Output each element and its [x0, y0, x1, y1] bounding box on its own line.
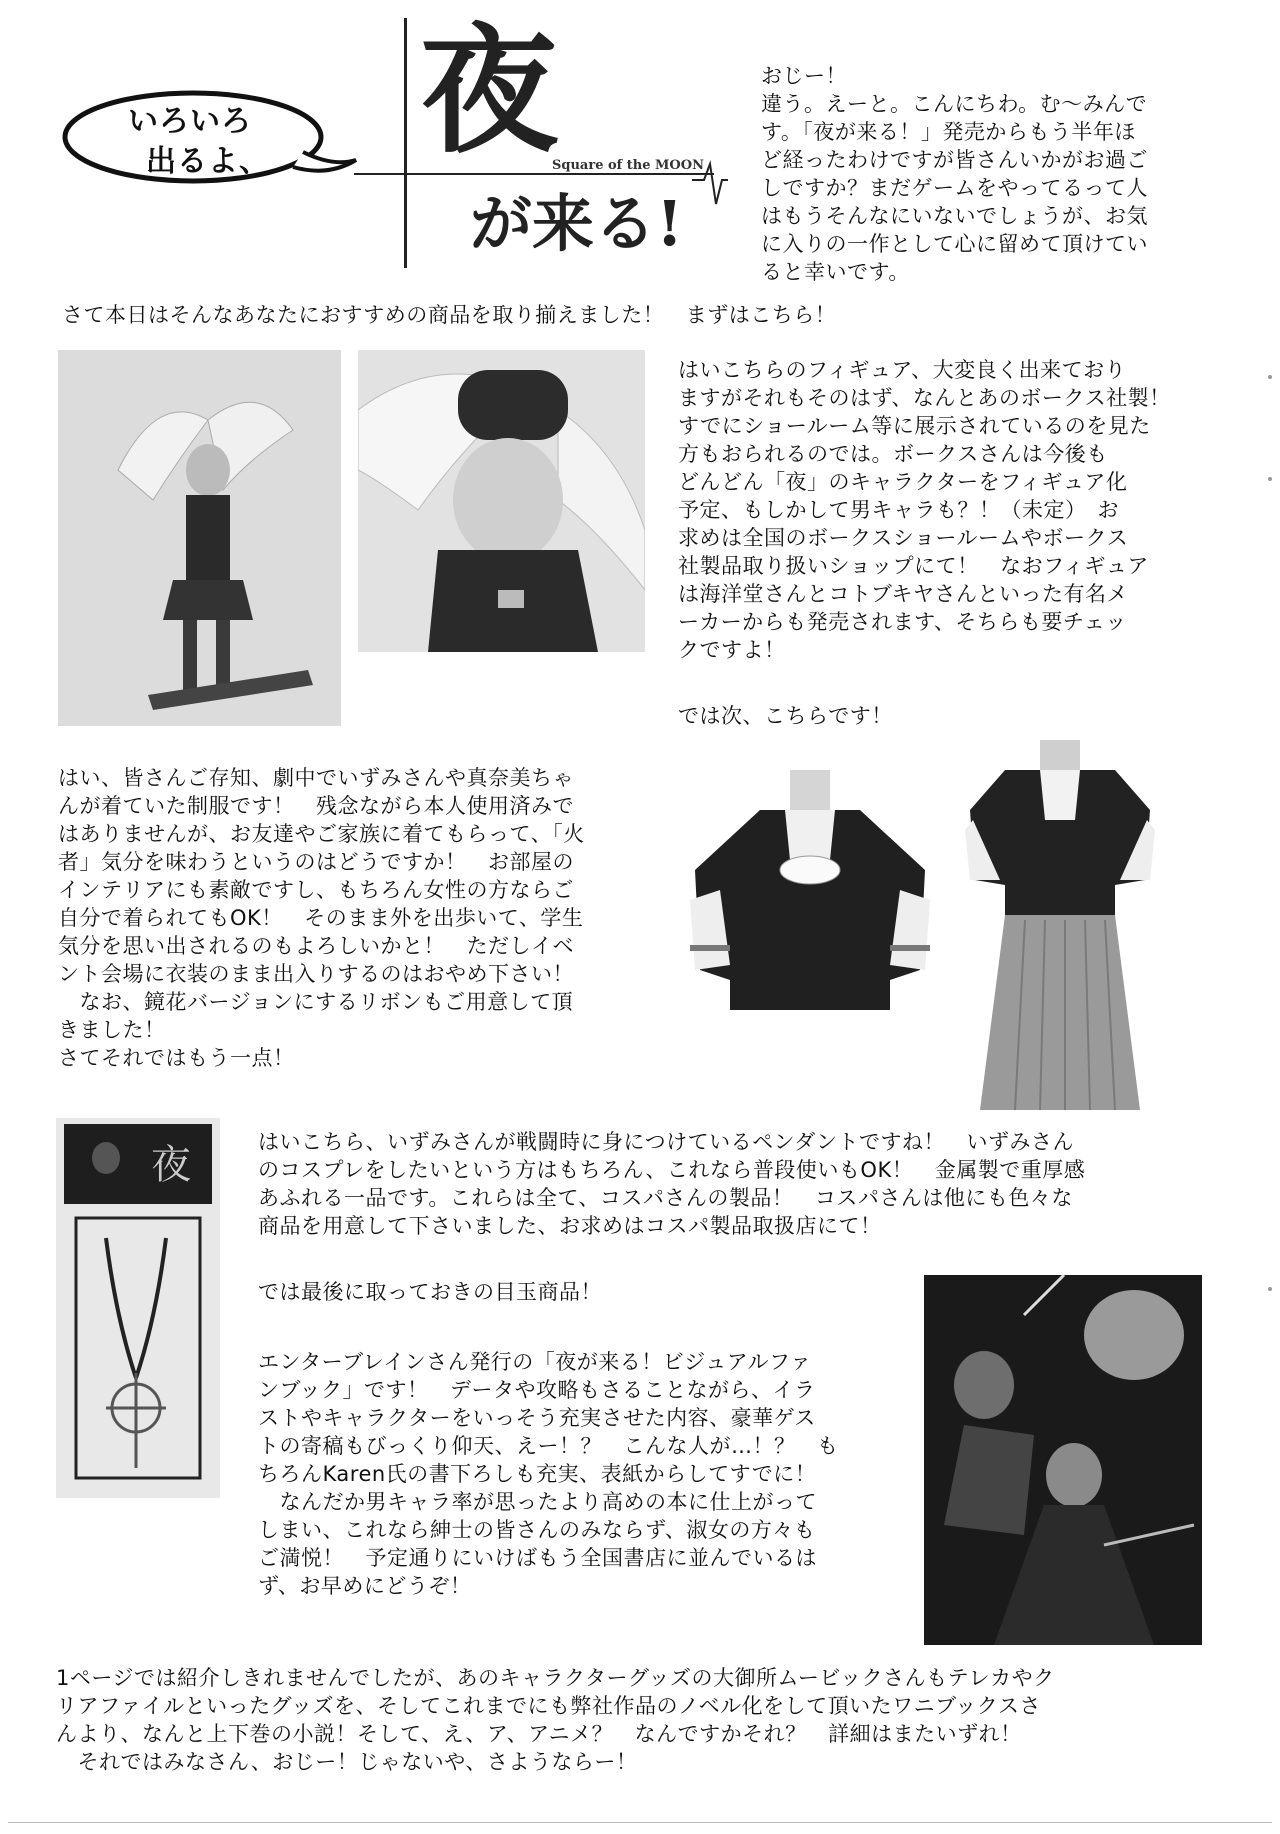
- figure-photo-closeup: [358, 350, 645, 652]
- logo-horizontal-rule: [354, 173, 714, 175]
- book-line: ンブック」です！ データや攻略もさることながら、イラ: [258, 1378, 816, 1402]
- uniform-line: 自分で着られてもOK！ そのまま外を出歩いて、学生: [58, 906, 584, 930]
- next-item-text: では次、こちらです！: [678, 704, 893, 728]
- uniform-line: んが着ていた制服です！ 残念ながら本人使用済みで: [58, 794, 574, 818]
- lead-text: さて本日はそんなあなたにおすすめの商品を取り揃えました！ まずはこちら！: [62, 303, 837, 327]
- uniform-line: なお、鏡花バージョンにするリボンもご用意して頂: [58, 990, 574, 1014]
- closing-text: [56, 1664, 1055, 1776]
- intro-line: す。「夜が来る！」発売からもう半年ほ: [761, 120, 1136, 144]
- pendant-description: [258, 1128, 1085, 1240]
- uniform-line: はい、皆さんご存知、劇中でいずみさんや真奈美ちゃ: [58, 766, 574, 790]
- intro-line: おじー！: [761, 64, 847, 88]
- logo-pulse-mark: [690, 160, 730, 220]
- uniform-line: 者」気分を味わうというのはどうですか！ お部屋の: [58, 850, 574, 874]
- book-line: ちろんKaren氏の書下ろしも充実、表紙からしてすでに！: [258, 1462, 817, 1486]
- book-line: しまい、これなら紳士の皆さんのみならず、淑女の方々も: [258, 1518, 816, 1542]
- closing-line: んより、なんと上下巻の小説！そして、え、ア、アニメ？ なんですかそれ？ 詳細はまたいずれ！: [56, 1722, 1022, 1746]
- intro-line: に入りの一作として心に留めて頂けてい: [761, 232, 1148, 256]
- uniform-line: ント会場に衣装のまま出入りするのはおやめ下さい！: [58, 962, 574, 986]
- closing-line: 1ページでは紹介しきれませんでしたが、あのキャラクターグッズの大御所ムービックさんもテレカやク: [56, 1666, 1055, 1690]
- logo-title-kanji: 夜: [420, 9, 559, 172]
- logo-subtitle: Square of the MOON: [552, 158, 704, 173]
- figure-line: はいこちらのフィギュア、大変良く出来ており: [678, 358, 1127, 382]
- intro-line: ど経ったわけですが皆さんいかがお過ご: [761, 148, 1148, 172]
- last-item-text: では最後に取っておきの目玉商品！: [258, 1280, 602, 1304]
- figure-line: すでにショールーム等に展示されているのを見た: [678, 414, 1151, 438]
- pendant-line: 商品を用意して下さいました、お求めはコスパ製品取扱店にて！: [258, 1214, 882, 1238]
- closing-line: それではみなさん、おじー！じゃないや、さようならー！: [56, 1750, 638, 1774]
- figure-line: ーカーからも発売されます、そちらも要チェッ: [678, 610, 1127, 634]
- intro-text: [761, 62, 1148, 286]
- intro-line: しですか？まだゲームをやってるって人: [761, 176, 1148, 200]
- page-bottom-rule: [8, 1822, 1272, 1823]
- svg-text:夜: 夜: [151, 1142, 191, 1188]
- figure-line: 社製品取り扱いショップにて！ なおフィギュア: [678, 554, 1149, 578]
- scan-mark: [1268, 1287, 1272, 1291]
- uniform-line: はありませんが、お友達やご家族に着てもらって、「火: [58, 822, 585, 846]
- scan-mark: [1268, 375, 1272, 379]
- uniform-photo-dress: [965, 740, 1155, 1110]
- intro-line: ると幸いです。: [761, 260, 910, 284]
- figure-line: 予定、もしかして男キャラも？！（未定） お: [678, 498, 1119, 522]
- scan-mark: [1268, 477, 1272, 481]
- uniform-description: [58, 764, 585, 1072]
- figure-line: ますがそれもそのはず、なんとあのボークス社製！: [678, 386, 1171, 410]
- intro-line: はもうそんなにいないでしょうが、お気: [761, 204, 1148, 228]
- pendant-line: はいこちら、いずみさんが戦闘時に身につけているペンダントですね！ いずみさん: [258, 1130, 1074, 1154]
- logo-title-kana: が来る!: [470, 187, 684, 260]
- uniform-line: きました！: [58, 1018, 166, 1042]
- book-line: ず、お早めにどうぞ！: [258, 1574, 472, 1598]
- uniform-photo-jacket: [690, 770, 930, 1040]
- book-line: なんだか男キャラ率が思ったより高めの本に仕上がって: [258, 1490, 817, 1514]
- fanbook-cover-photo: [924, 1275, 1202, 1645]
- pendant-line: のコスプレをしたいという方はもちろん、これなら普段使いもOK！ 金属製で重厚感: [258, 1158, 1086, 1182]
- figure-line: クですよ！: [678, 638, 786, 662]
- pendant-photo: [56, 1118, 220, 1498]
- figure-line: どんどん「夜」のキャラクターをフィギュア化: [678, 470, 1128, 494]
- figure-description: [678, 356, 1171, 664]
- book-description: [258, 1348, 839, 1600]
- uniform-line: インテリアにも素敵ですし、もちろん女性の方ならご: [58, 878, 574, 902]
- bubble-text-line1: いろいろ: [128, 104, 252, 139]
- logo-vertical-rule: [404, 18, 407, 268]
- closing-line: リアファイルといったグッズを、そしてこれまでにも弊社作品のノベル化をして頂いたワニブックスさ: [56, 1694, 1042, 1718]
- figure-line: 方もおられるのでは。ボークスさんは今後も: [678, 442, 1108, 466]
- bubble-text-line2: 出るよ、: [146, 144, 270, 179]
- uniform-line: 気分を思い出されるのもよろしいかと！ ただしイベ: [58, 934, 574, 958]
- intro-line: 違う。えーと。こんにちわ。む～みんで: [761, 92, 1148, 116]
- book-line: ストやキャラクターをいっそう充実させた内容、豪華ゲス: [258, 1406, 816, 1430]
- figure-line: は海洋堂さんとコトブキヤさんといった有名メ: [678, 582, 1129, 606]
- pendant-line: あふれる一品です。これらは全て、コスパさんの製品！ コスパさんは他にも色々な: [258, 1186, 1073, 1210]
- uniform-line: さてそれではもう一点！: [58, 1046, 295, 1070]
- figure-photo-full: [58, 350, 341, 726]
- book-line: トの寄稿もびっくり仰天、えー！？ こんな人が…！？ も: [258, 1434, 839, 1458]
- figure-line: 求めは全国のボークスショールームやボークス: [678, 526, 1129, 550]
- book-line: エンターブレインさん発行の「夜が来る！ビジュアルファ: [258, 1350, 812, 1374]
- book-line: ご満悦！ 予定通りにいけばもう全国書店に並んでいるは: [258, 1546, 817, 1570]
